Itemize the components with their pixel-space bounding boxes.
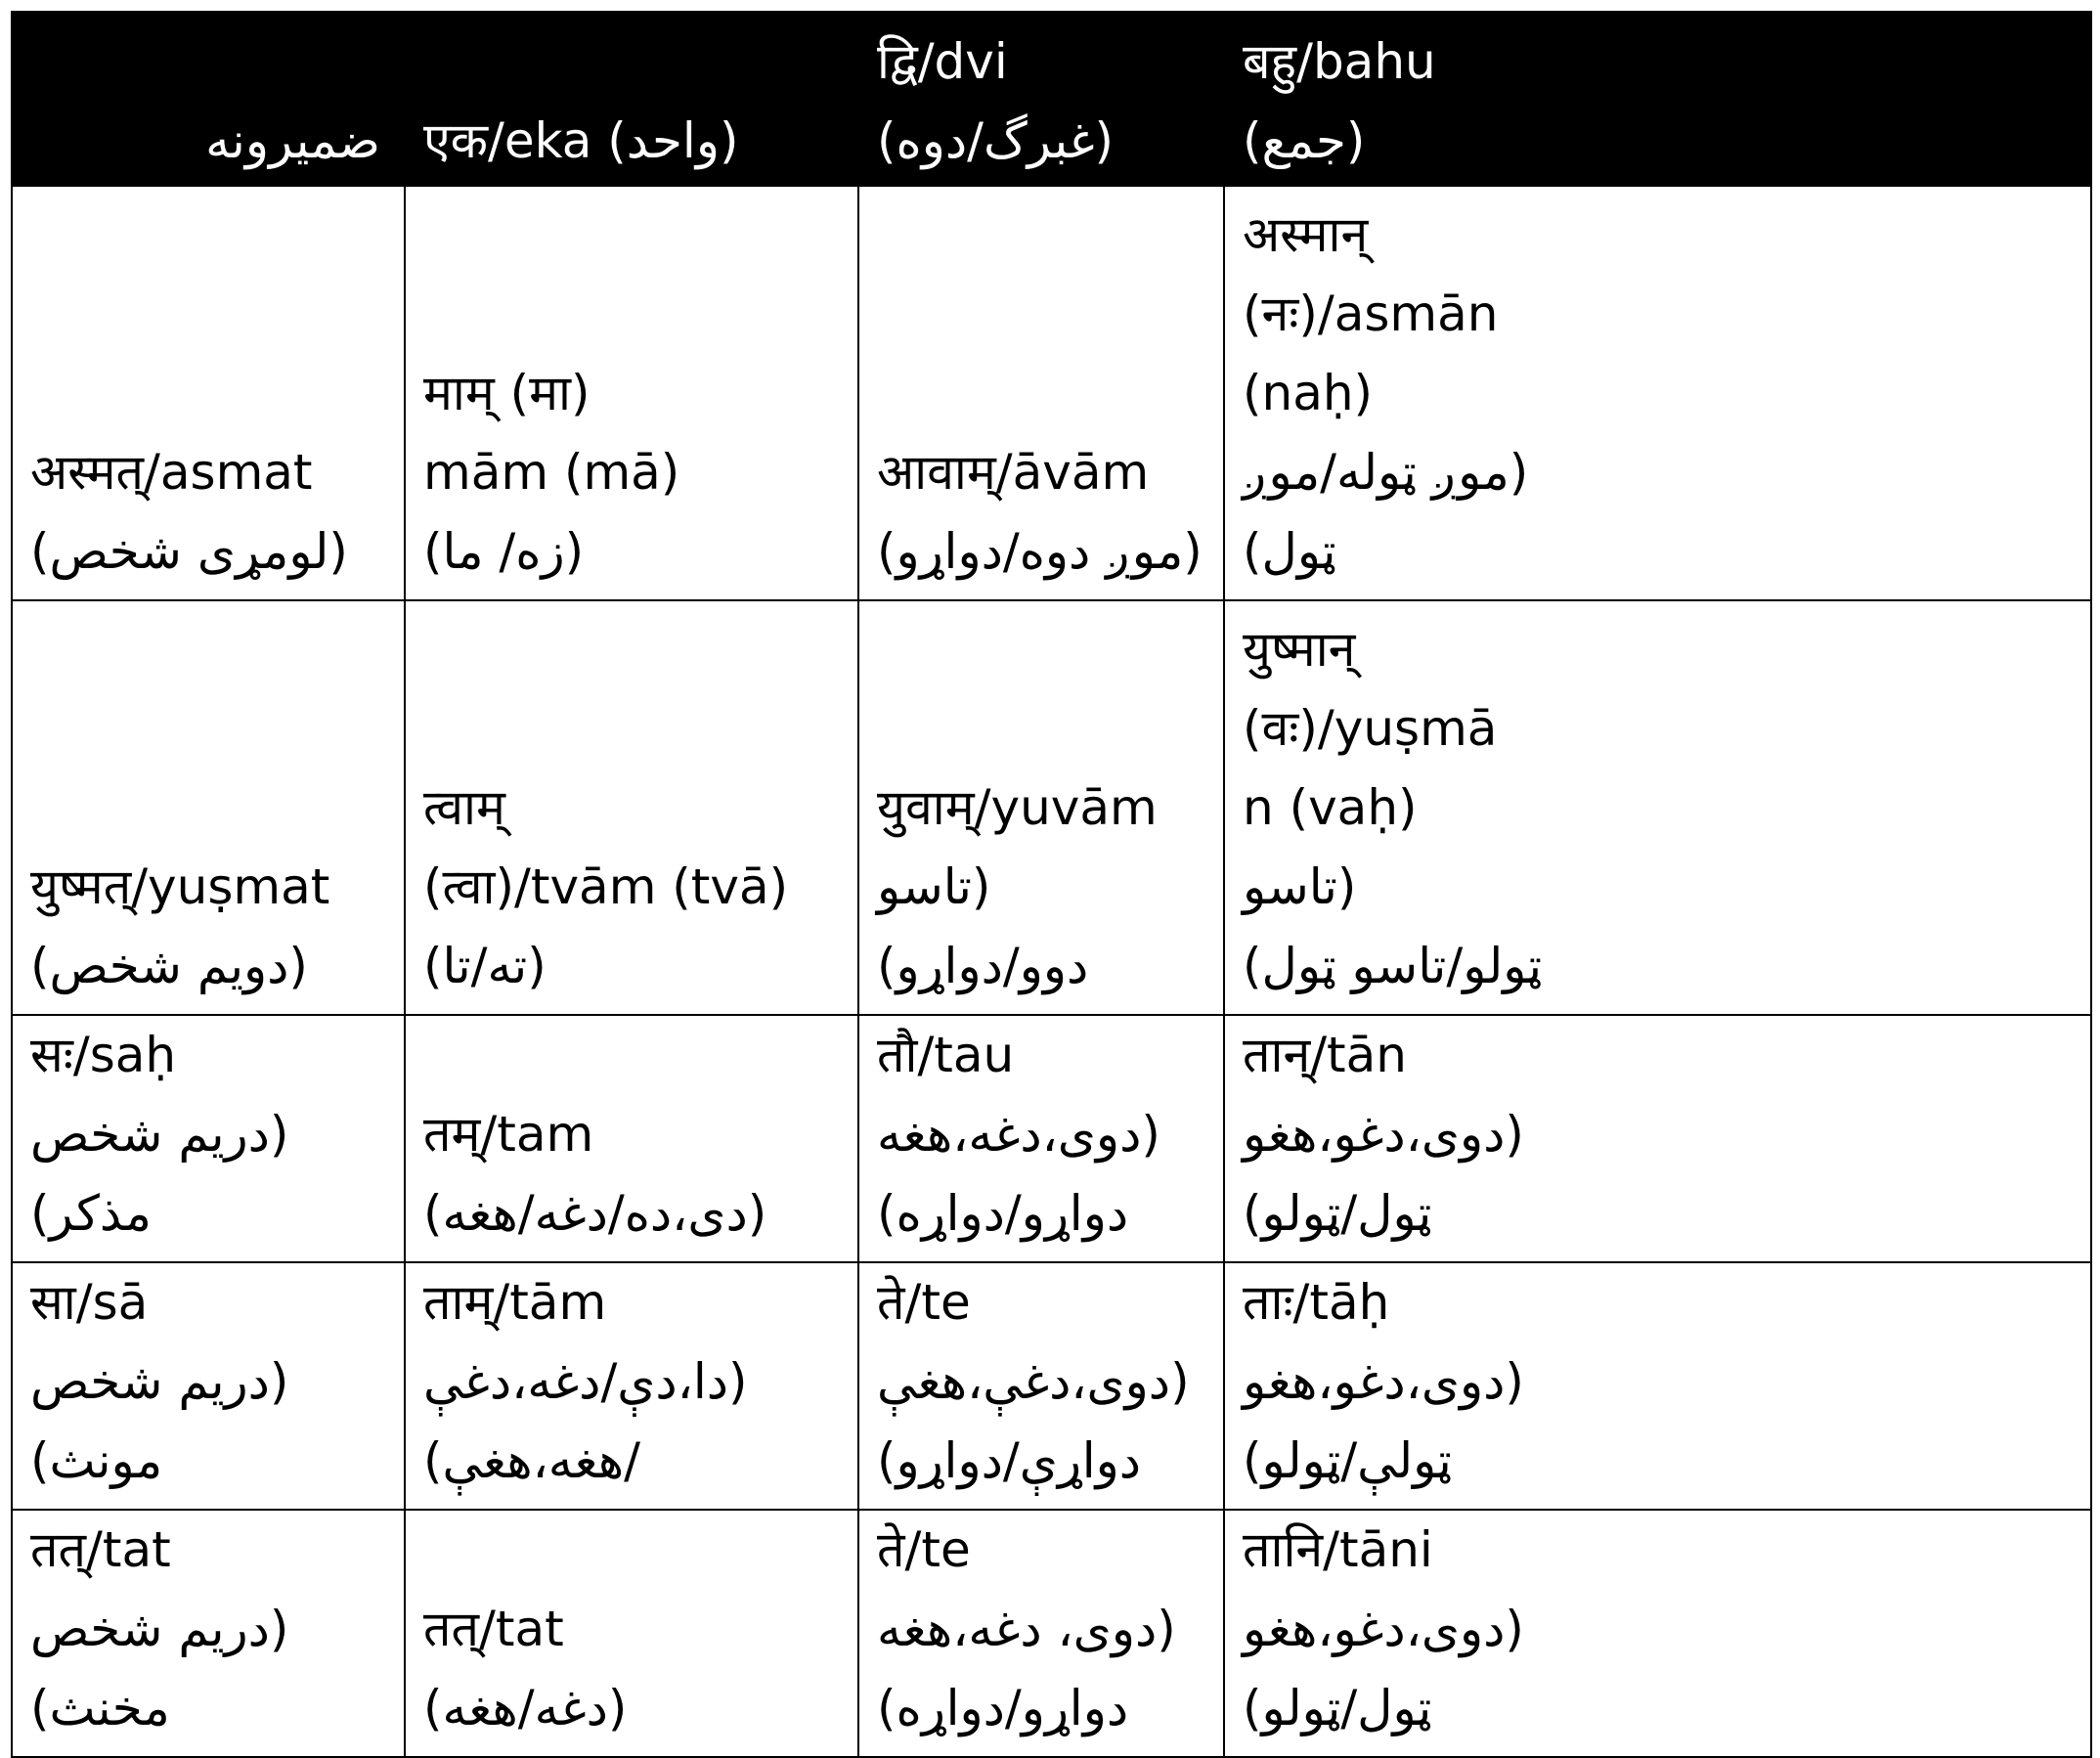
- cell-dual-line: (دوی، دغه،هغه: [877, 1601, 1176, 1657]
- cell-dual-line: ते/te: [877, 1521, 971, 1578]
- header-plural: [1224, 12, 2091, 186]
- table-row: [12, 1015, 2091, 1262]
- cell-plural-line: तानि/tāni: [1243, 1521, 1433, 1578]
- table-row: [12, 1510, 2091, 1757]
- header-singular-label: एक/eka (واحد): [423, 112, 739, 169]
- header-dual-line-1: द्वि/dvi: [877, 33, 1008, 90]
- cell-dual: [858, 186, 1224, 600]
- cell-pronoun-line: مونث): [30, 1432, 163, 1489]
- cell-pronoun-line: युष्मत्/yuṣmat: [30, 858, 330, 915]
- cell-singular-line: (त्वा)/tvām (tvā): [423, 858, 789, 915]
- cell-singular: [405, 186, 858, 600]
- pronoun-table-container: [11, 11, 2090, 1758]
- header-dual-line-2: (غبرگ/دوه): [877, 112, 1115, 169]
- cell-singular-line: (دغه/هغه): [423, 1680, 628, 1736]
- cell-singular-line: माम् (मा): [423, 365, 591, 421]
- header-pronoun-label: ضمیرونه: [205, 112, 380, 169]
- cell-pronoun: [12, 1262, 405, 1510]
- cell-singular-line: /هغه،هغې): [423, 1432, 640, 1489]
- cell-plural-line: (دوی،دغو،هغو: [1243, 1601, 1524, 1657]
- cell-singular-line: (ته/تا): [423, 938, 547, 994]
- cell-plural: [1224, 1262, 2091, 1510]
- cell-pronoun: [12, 600, 405, 1015]
- cell-dual-line: (دوی،دغه،هغه: [877, 1106, 1160, 1163]
- cell-pronoun-line: सा/sā: [30, 1274, 149, 1331]
- header-dual: [858, 12, 1224, 186]
- table-row: [12, 186, 2091, 600]
- cell-pronoun-line: अस्मत्/asmat: [30, 444, 313, 501]
- cell-pronoun-line: (لومړی شخص): [30, 523, 348, 580]
- cell-plural-line: ټول/ټولو): [1243, 1185, 1432, 1242]
- cell-plural-line: युष्मान्: [1243, 621, 1356, 678]
- cell-pronoun-line: (دریم شخص: [30, 1601, 289, 1657]
- cell-plural-line: ټول): [1243, 523, 1336, 580]
- cell-dual-line: دوو/دواړو): [877, 938, 1089, 994]
- header-pronoun: [12, 12, 405, 186]
- cell-singular-line: तम्/tam: [423, 1106, 594, 1163]
- cell-singular-line: ताम्/tām: [423, 1274, 607, 1331]
- cell-dual-line: ते/te: [877, 1274, 971, 1331]
- cell-plural-line: (موږ ټوله/موږ: [1243, 444, 1529, 501]
- cell-pronoun-line: (دریم شخص: [30, 1353, 289, 1410]
- cell-plural-line: ټول/ټولو): [1243, 1680, 1432, 1736]
- cell-plural: [1224, 600, 2091, 1015]
- cell-dual-line: دواړو/دواړه): [877, 1680, 1129, 1736]
- cell-plural-line: (naḥ): [1243, 365, 1374, 421]
- table-row: [12, 600, 2091, 1015]
- cell-dual-line: (دوی،دغې،هغې: [877, 1353, 1190, 1410]
- table-row: [12, 1262, 2091, 1510]
- cell-singular-line: (دی،ده/دغه/هغه): [423, 1185, 767, 1242]
- cell-plural-line: n (vaḥ): [1243, 779, 1418, 836]
- cell-plural: [1224, 1510, 2091, 1757]
- header-singular: [405, 12, 858, 186]
- cell-plural-line: ټولې/ټولو): [1243, 1432, 1452, 1489]
- cell-plural-line: (تاسو: [1243, 858, 1357, 915]
- header-plural-line-2: (جمع): [1243, 112, 1366, 169]
- cell-dual-line: دواړې/دواړو): [877, 1432, 1142, 1489]
- cell-singular: [405, 600, 858, 1015]
- cell-plural-line: ټولو/تاسو ټول): [1243, 938, 1543, 994]
- cell-singular-line: (دا،دې/دغه،دغې: [423, 1353, 748, 1410]
- cell-singular: [405, 1510, 858, 1757]
- cell-plural-line: (دوی،دغو،هغو: [1243, 1353, 1524, 1410]
- cell-dual-line: आवाम्/āvām: [877, 444, 1150, 501]
- cell-singular: [405, 1262, 858, 1510]
- cell-singular-line: तत्/tat: [423, 1601, 564, 1657]
- cell-plural-line: (वः)/yuṣmā: [1243, 700, 1498, 757]
- cell-plural-line: ताः/tāḥ: [1243, 1274, 1390, 1331]
- cell-dual: [858, 1015, 1224, 1262]
- cell-pronoun-line: (دویم شخص): [30, 938, 308, 994]
- cell-dual-line: (تاسو: [877, 858, 991, 915]
- cell-plural-line: (دوی،دغو،هغو: [1243, 1106, 1524, 1163]
- cell-pronoun-line: مخنث): [30, 1680, 170, 1736]
- cell-plural-line: अस्मान्: [1243, 206, 1369, 263]
- cell-pronoun-line: सः/saḥ: [30, 1027, 177, 1083]
- cell-pronoun-line: (دریم شخص: [30, 1106, 289, 1163]
- cell-dual-line: دواړو/دواړه): [877, 1185, 1129, 1242]
- cell-plural-line: तान्/tān: [1243, 1027, 1407, 1083]
- cell-singular-line: mām (mā): [423, 444, 680, 501]
- cell-plural: [1224, 186, 2091, 600]
- cell-plural-line: (नः)/asmān: [1243, 286, 1499, 342]
- cell-dual-line: तौ/tau: [877, 1027, 1015, 1083]
- cell-singular: [405, 1015, 858, 1262]
- cell-singular-line: त्वाम्: [423, 779, 505, 836]
- cell-dual: [858, 1510, 1224, 1757]
- header-plural-line-1: बहु/bahu: [1243, 33, 1436, 90]
- cell-dual-line: (موږ دوه/دواړو): [877, 523, 1203, 580]
- cell-dual-line: युवाम्/yuvām: [877, 779, 1158, 836]
- cell-singular-line: (زه/ ما): [423, 523, 585, 580]
- cell-pronoun-line: तत्/tat: [30, 1521, 171, 1578]
- cell-pronoun: [12, 186, 405, 600]
- cell-pronoun: [12, 1510, 405, 1757]
- cell-dual: [858, 600, 1224, 1015]
- cell-dual: [858, 1262, 1224, 1510]
- cell-pronoun: [12, 1015, 405, 1262]
- cell-pronoun-line: مذکر): [30, 1185, 152, 1242]
- table-body: [12, 186, 2091, 1757]
- table-header-row: [12, 12, 2091, 186]
- pronoun-declension-table: [11, 11, 2092, 1758]
- cell-plural: [1224, 1015, 2091, 1262]
